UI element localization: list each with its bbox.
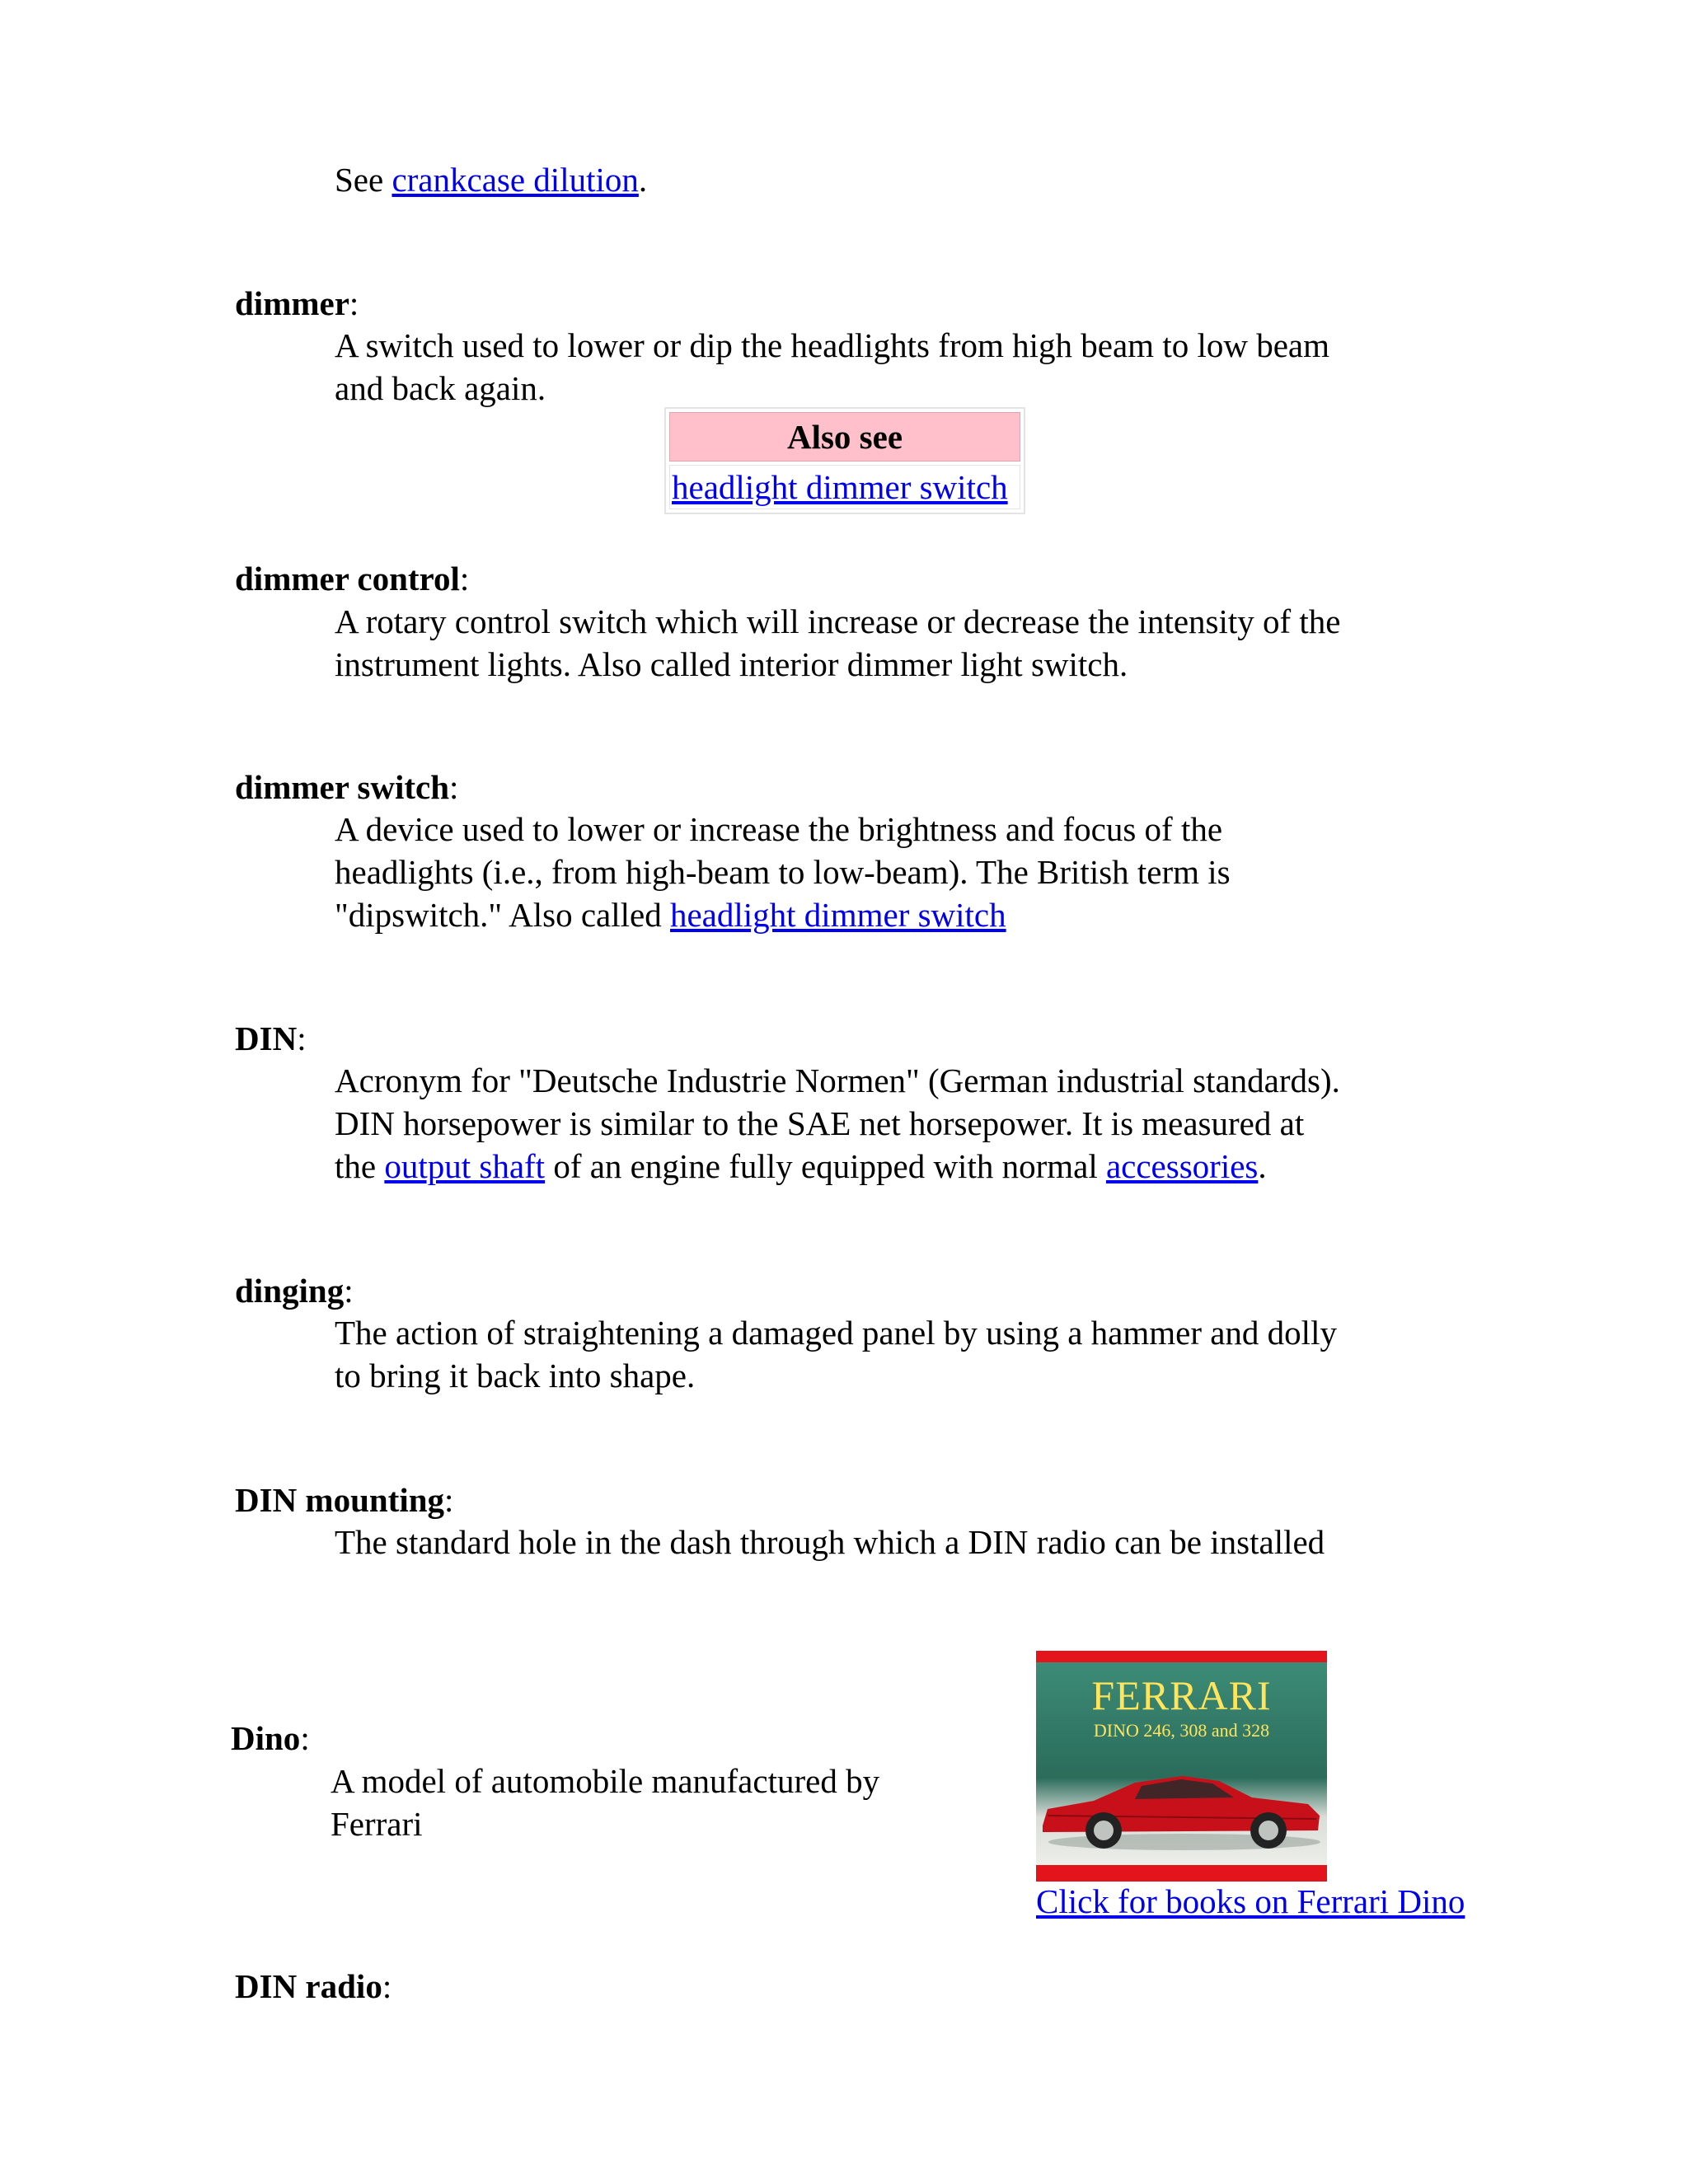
- definition-din-mounting: [335, 1521, 1472, 1563]
- definition-line: instrument lights. Also called interior dimmer light switch.: [335, 645, 1128, 683]
- term-din-mounting: [235, 1479, 453, 1521]
- term-colon: :: [444, 1481, 454, 1519]
- output-shaft-link[interactable]: output shaft: [384, 1147, 546, 1185]
- see-also-line: [335, 158, 1472, 201]
- definition-text: .: [1258, 1147, 1267, 1185]
- term-dino-label: Dino: [231, 1719, 301, 1757]
- crankcase-dilution-link[interactable]: crankcase dilution: [392, 161, 639, 199]
- definition-line: [335, 893, 1472, 936]
- definition-dino: [331, 1760, 990, 1845]
- definition-dimmer-switch: [335, 808, 1472, 936]
- term-dimmer-control-label: dimmer control: [235, 560, 460, 598]
- definition-line: A rotary control switch which will increase or decrease the intensity of the: [335, 602, 1341, 640]
- definition-line: The standard hole in the dash through which a DIN radio can be installed: [335, 1523, 1325, 1561]
- term-colon: :: [382, 1967, 392, 2005]
- definition-text: the: [335, 1147, 385, 1185]
- definition-line: headlights (i.e., from high-beam to low-beam). The British term is: [335, 853, 1231, 891]
- definition-text: of an engine fully equipped with normal: [545, 1147, 1106, 1185]
- definition-line: DIN horsepower is similar to the SAE net horsepower. It is measured at: [335, 1104, 1305, 1142]
- book-link-line: [1036, 1880, 1465, 1923]
- book-band-bottom: [1036, 1865, 1327, 1882]
- see-prefix: See: [335, 161, 392, 199]
- book-band-top: [1036, 1651, 1327, 1662]
- term-dino: [231, 1717, 310, 1760]
- ferrari-car-icon: [1036, 1750, 1327, 1857]
- headlight-dimmer-switch-link[interactable]: headlight dimmer switch: [672, 468, 1008, 506]
- definition-din: [335, 1059, 1472, 1188]
- term-din-radio-label: DIN radio: [235, 1967, 382, 2005]
- definition-dimmer: [335, 324, 1472, 410]
- definition-line: [335, 1145, 1472, 1188]
- definition-line: to bring it back into shape.: [335, 1357, 696, 1394]
- term-din-mounting-label: DIN mounting: [235, 1481, 445, 1519]
- definition-line: The action of straightening a damaged panel by using a hammer and dolly: [335, 1314, 1337, 1352]
- term-dimmer: [235, 282, 359, 325]
- ferrari-dino-book-cover[interactable]: [1036, 1651, 1327, 1882]
- definition-dinging: [335, 1311, 1472, 1397]
- book-cover-subtitle: DINO 246, 308 and 328: [1093, 1720, 1270, 1741]
- term-dimmer-label: dimmer: [235, 284, 349, 322]
- term-colon: :: [344, 1272, 354, 1310]
- term-din-radio: [235, 1965, 392, 2008]
- definition-dimmer-control: [335, 600, 1472, 686]
- book-cover-image: [1036, 1651, 1327, 1882]
- term-colon: :: [349, 284, 359, 322]
- term-din: [235, 1017, 307, 1060]
- term-colon: :: [300, 1719, 310, 1757]
- term-colon: :: [297, 1019, 307, 1057]
- definition-line: and back again.: [335, 369, 546, 407]
- definition-line: A switch used to lower or dip the headlights from high beam to low beam: [335, 326, 1329, 364]
- see-suffix: .: [638, 161, 648, 199]
- definition-line: Ferrari: [331, 1805, 423, 1843]
- definition-text: "dipswitch." Also called: [335, 896, 670, 934]
- book-cover-title: FERRARI: [1091, 1672, 1272, 1718]
- term-din-label: DIN: [235, 1019, 298, 1057]
- term-dimmer-control: [235, 557, 469, 600]
- term-dimmer-switch-label: dimmer switch: [235, 768, 450, 806]
- definition-line: A model of automobile manufactured by: [331, 1762, 880, 1800]
- term-colon: :: [449, 768, 459, 806]
- accessories-link[interactable]: accessories: [1105, 1147, 1259, 1185]
- term-colon: :: [459, 560, 470, 598]
- also-see-cell: [669, 465, 1020, 509]
- term-dinging-label: dinging: [235, 1272, 345, 1310]
- also-see-table: [664, 407, 1025, 514]
- term-dimmer-switch: [235, 766, 458, 808]
- headlight-dimmer-switch-inline-link[interactable]: headlight dimmer switch: [669, 896, 1006, 934]
- definition-line: A device used to lower or increase the brightness and focus of the: [335, 810, 1223, 848]
- definition-line: Acronym for "Deutsche Industrie Normen" (German industrial standards).: [335, 1062, 1340, 1099]
- ferrari-dino-books-link[interactable]: Click for books on Ferrari Dino: [1036, 1882, 1465, 1920]
- also-see-header: Also see: [669, 412, 1020, 462]
- term-dinging: [235, 1269, 354, 1312]
